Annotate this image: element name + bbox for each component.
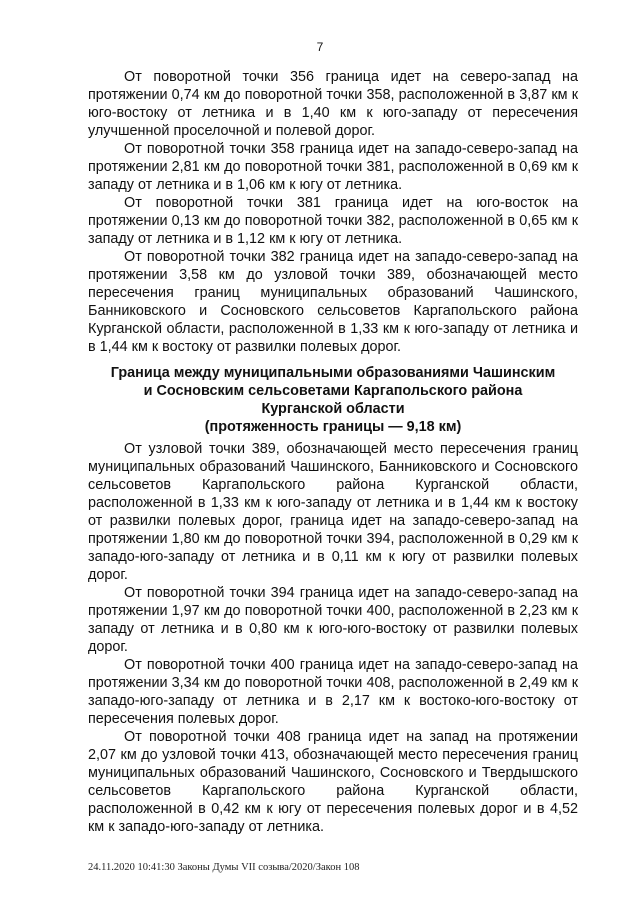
bottom-text-block (88, 440, 578, 836)
section-heading (88, 364, 578, 436)
paragraph: От узловой точки 389, обозначающей место пересечения границ муниципальных образований Чашинского, Банниковского и Сосновского сельсоветов Каргапольского района Курганской области, расположенной в 1,33 км к юго-западу от летника и в 1,44 км к востоку от развилки полевых дорог, граница идет на западо-северо-запад на протяжении 1,80 км до поворотной точки 394, расположенной в 0,29 км к западо-юго-западу от летника и в 0,11 км к югу от развилки полевых дорог. (88, 441, 578, 583)
paragraph: От поворотной точки 382 граница идет на западо-северо-запад на протяжении 3,58 км до узловой точки 389, обозначающей место пересечения границ муниципальных образований Чашинского, Банниковского и Сосновского сельсоветов Каргапольского района Курганской области, расположенной в 1,33 км к юго-западу от летника и в 1,44 км к востоку от развилки полевых дорог. (88, 249, 578, 355)
paragraph: От поворотной точки 358 граница идет на западо-северо-запад на протяжении 2,81 км до поворотной точки 381, расположенной в 0,69 км к западу от летника и в 1,06 км к югу от летника. (88, 141, 578, 193)
paragraph: От поворотной точки 400 граница идет на западо-северо-запад на протяжении 3,34 км до поворотной точки 408, расположенной в 2,49 км к западо-юго-западу от летника и в 2,17 км к востоко-юго-востоку от пересечения полевых дорог. (88, 657, 578, 727)
paragraph: От поворотной точки 408 граница идет на запад на протяжении 2,07 км до узловой точки 413, обозначающей место пересечения границ муниципальных образований Чашинского, Сосновского и Твердышского сельсоветов Каргапольского района Курганской области, расположенной в 0,42 км к югу от пересечения полевых дорог и в 4,52 км к западо-юго-западу от летника. (88, 729, 578, 835)
page-number: 7 (316, 40, 324, 54)
top-text-block (88, 68, 578, 356)
document-footer: 24.11.2020 10:41:30 Законы Думы VII созыва/2020/Закон 108 (88, 862, 360, 873)
heading-length-line: (протяженность границы — 9,18 км) (204, 419, 462, 435)
paragraph: От поворотной точки 356 граница идет на северо-запад на протяжении 0,74 км до поворотной точки 358, расположенной в 3,87 км к юго-востоку от летника и в 1,40 км к юго-западу от пересечения улучшенной проселочной и полевой дорог. (88, 69, 578, 139)
heading-line: Граница между муниципальными образованиями Чашинским (110, 365, 556, 381)
paragraph: От поворотной точки 381 граница идет на юго-восток на протяжении 0,13 км до поворотной точки 382, расположенной в 0,65 км к западу от летника и в 1,12 км к югу от летника. (88, 195, 578, 247)
paragraph: От поворотной точки 394 граница идет на западо-северо-запад на протяжении 1,97 км до поворотной точки 400, расположенной в 2,23 км к западу от летника и в 0,80 км к юго-юго-востоку от развилки полевых дорог. (88, 585, 578, 655)
heading-line: и Сосновским сельсоветами Каргапольского района (143, 383, 523, 399)
heading-line: Курганской области (261, 401, 405, 417)
